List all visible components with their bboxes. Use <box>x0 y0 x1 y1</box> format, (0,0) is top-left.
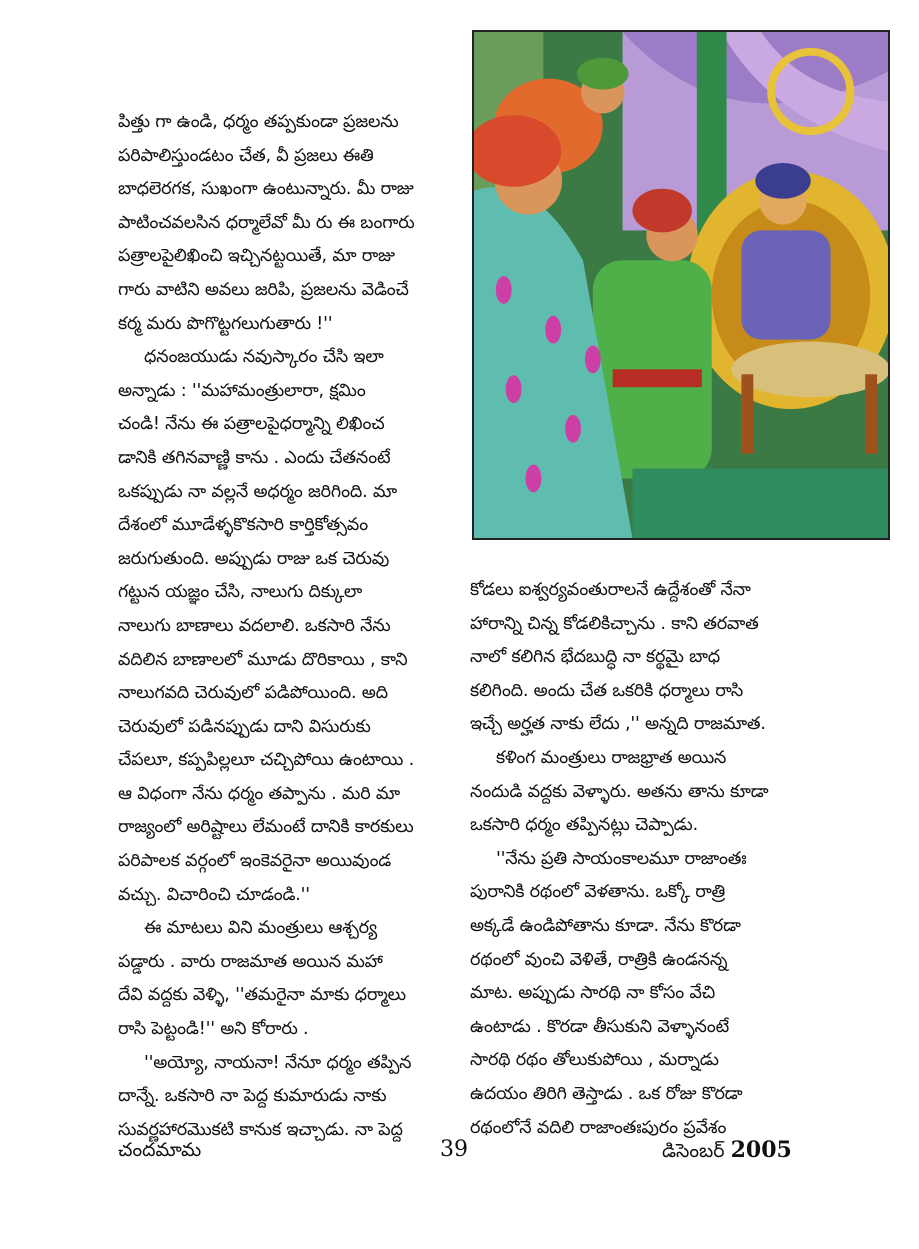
text-line: నందుడి వద్దకు వెళ్ళారు. అతను తాను కూడా <box>470 781 769 802</box>
text-line: పిత్తు గా ఉండి, ధర్మం తప్పకుండా ప్రజలను <box>118 112 399 132</box>
text-line: ''అయ్యో, నాయనా! నేనూ ధర్మం తప్పిన <box>144 1052 412 1073</box>
text-line: అక్కడే ఉండిపోతాను కూడా. నేను కొరడా <box>470 915 741 936</box>
text-line: సువర్ణహారమొకటి కానుక ఇచ్చాడు. నా పెద్ద <box>118 1119 403 1140</box>
text-line: ఇచ్చే అర్హత నాకు లేదు ,'' అన్నది రాజమాత. <box>470 714 766 735</box>
magazine-name: చందమామ <box>118 1139 202 1161</box>
text-line: అన్నాడు : ''మహామంత్రులారా, క్షమిం <box>118 380 366 401</box>
court-scene-image <box>474 32 888 538</box>
text-line: హారాన్ని చిన్న కోడలికిచ్చాను . కాని తరవాత <box>470 613 759 634</box>
text-line: ఉదయం తిరిగి తెస్తాడు . ఒక రోజు కొరడా <box>470 1083 743 1104</box>
text-line: వచ్చు. విచారించి చూడండి.'' <box>118 884 310 905</box>
text-line: నాలుగు బాణాలు వదలాలి. ఒకసారి నేను <box>118 615 391 636</box>
text-line: నాలో కలిగిన భేదబుద్ధి నా కర్థమై బాధ <box>470 647 720 668</box>
text-line: గట్టున యజ్ఞం చేసి, నాలుగు దిక్కులా <box>118 582 363 603</box>
text-line: పాటించవలసిన ధర్మాలేవో మీ రు ఈ బంగారు <box>118 212 415 233</box>
text-line: రాసి పెట్టండి!'' అని కోరారు . <box>118 1019 309 1040</box>
left-text-column <box>118 106 456 1147</box>
text-line: ఆ విధంగా నేను ధర్మం తప్పాను . మరి మా <box>118 783 400 804</box>
text-line: ఒకప్పుడు నా వల్లనే అధర్మం జరిగింది. మా <box>118 481 397 502</box>
text-line: ఒకసారి ధర్మం తప్పినట్లు చెప్పాడు. <box>470 815 698 836</box>
text-line: వదిలిన బాణాలలో మూడు దొరికాయి , కాని <box>118 649 408 670</box>
text-line: కళింగ మంత్రులు రాజభ్రాత అయిన <box>496 747 727 768</box>
story-illustration <box>472 30 890 540</box>
text-line: ఉంటాడు . కొరడా తీసుకుని వెళ్ళానంటే <box>470 1016 729 1037</box>
issue-month: డిసెంబర్ <box>662 1140 725 1162</box>
issue-year: 2005 <box>730 1137 792 1163</box>
text-line: కోడలు ఐశ్వర్యవంతురాలనే ఉద్దేశంతో నేనా <box>470 580 751 600</box>
text-line: పడ్డారు . వారు రాజమాత అయిన మహా <box>118 951 383 972</box>
text-line: చెరువులో పడినప్పుడు దాని విసురుకు <box>118 716 371 737</box>
text-line: డానికి తగినవాణ్ణి కాను . ఎందు చేతనంటే <box>118 447 391 468</box>
text-line: మాట. అప్పుడు సారథి నా కోసం వేచి <box>470 983 715 1004</box>
text-line: రథంలో వుంచి వెళితే, రాత్రికి ఉండనన్న <box>470 949 728 970</box>
text-line: చేపలూ, కప్పపిల్లలూ చచ్చిపోయి ఉంటాయి . <box>118 750 414 771</box>
text-line: పరిపాలక వర్గంలో ఇంకెవరైనా అయివుండ <box>118 851 392 872</box>
text-line: దేవి వద్దకు వెళ్ళి, ''తమరైనా మాకు ధర్మాలు <box>118 985 406 1006</box>
issue-date <box>662 1130 792 1170</box>
text-line: కలిగింది. అందు చేత ఒకరికి ధర్మాలు రాసి <box>470 680 744 701</box>
text-line: నాలుగవది చెరువులో పడిపోయింది. అది <box>118 683 388 704</box>
right-text-column <box>470 574 810 1145</box>
text-line: సారథి రథం తోలుకుపోయి , మర్నాడు <box>470 1050 719 1071</box>
text-line: చండి! నేను ఈ పత్రాలపైధర్మాన్ని లిఖించ <box>118 414 385 435</box>
text-line: బాధలెరగక, సుఖంగా ఉంటున్నారు. మీ రాజు <box>118 179 414 200</box>
page-number: 39 <box>440 1137 468 1162</box>
text-line: పురానికి రథంలో వెళతాను. ఒక్కో రాత్రి <box>470 882 726 903</box>
text-line: ''నేను ప్రతి సాయంకాలమూ రాజాంతః <box>496 848 747 869</box>
text-line: రథంలోనే వదిలి రాజాంతఃపురం ప్రవేశం <box>470 1117 727 1138</box>
text-line: రాజ్యంలో అరిష్టాలు లేమంటే దానికి కారకులు <box>118 817 414 838</box>
text-line: గారు వాటిని అవలు జరిపి, ప్రజలను వెడించే <box>118 279 409 300</box>
text-line: ధనంజయుడు నవుస్కారం చేసి ఇలా <box>144 347 384 368</box>
text-line: ఈ మాటలు విని మంత్రులు ఆశ్చర్య <box>144 918 377 939</box>
text-line: కర్మ మరు పొగొట్టగలుగుతారు !'' <box>118 313 333 334</box>
text-line: దేశంలో మూడేళ్ళకొకసారి కార్తికోత్సవం <box>118 515 368 536</box>
text-line: దాన్నే. ఒకసారి నా పెద్ద కుమారుడు నాకు <box>118 1086 387 1107</box>
text-line: పత్రాలపైలిఖించి ఇచ్చినట్టయితే, మా రాజు <box>118 246 395 267</box>
text-line: జరుగుతుంది. అప్పుడు రాజు ఒక చెరువు <box>118 548 390 569</box>
text-line: పరిపాలిస్తుండటం చేత, వీ ప్రజలు ఈతి <box>118 145 374 166</box>
